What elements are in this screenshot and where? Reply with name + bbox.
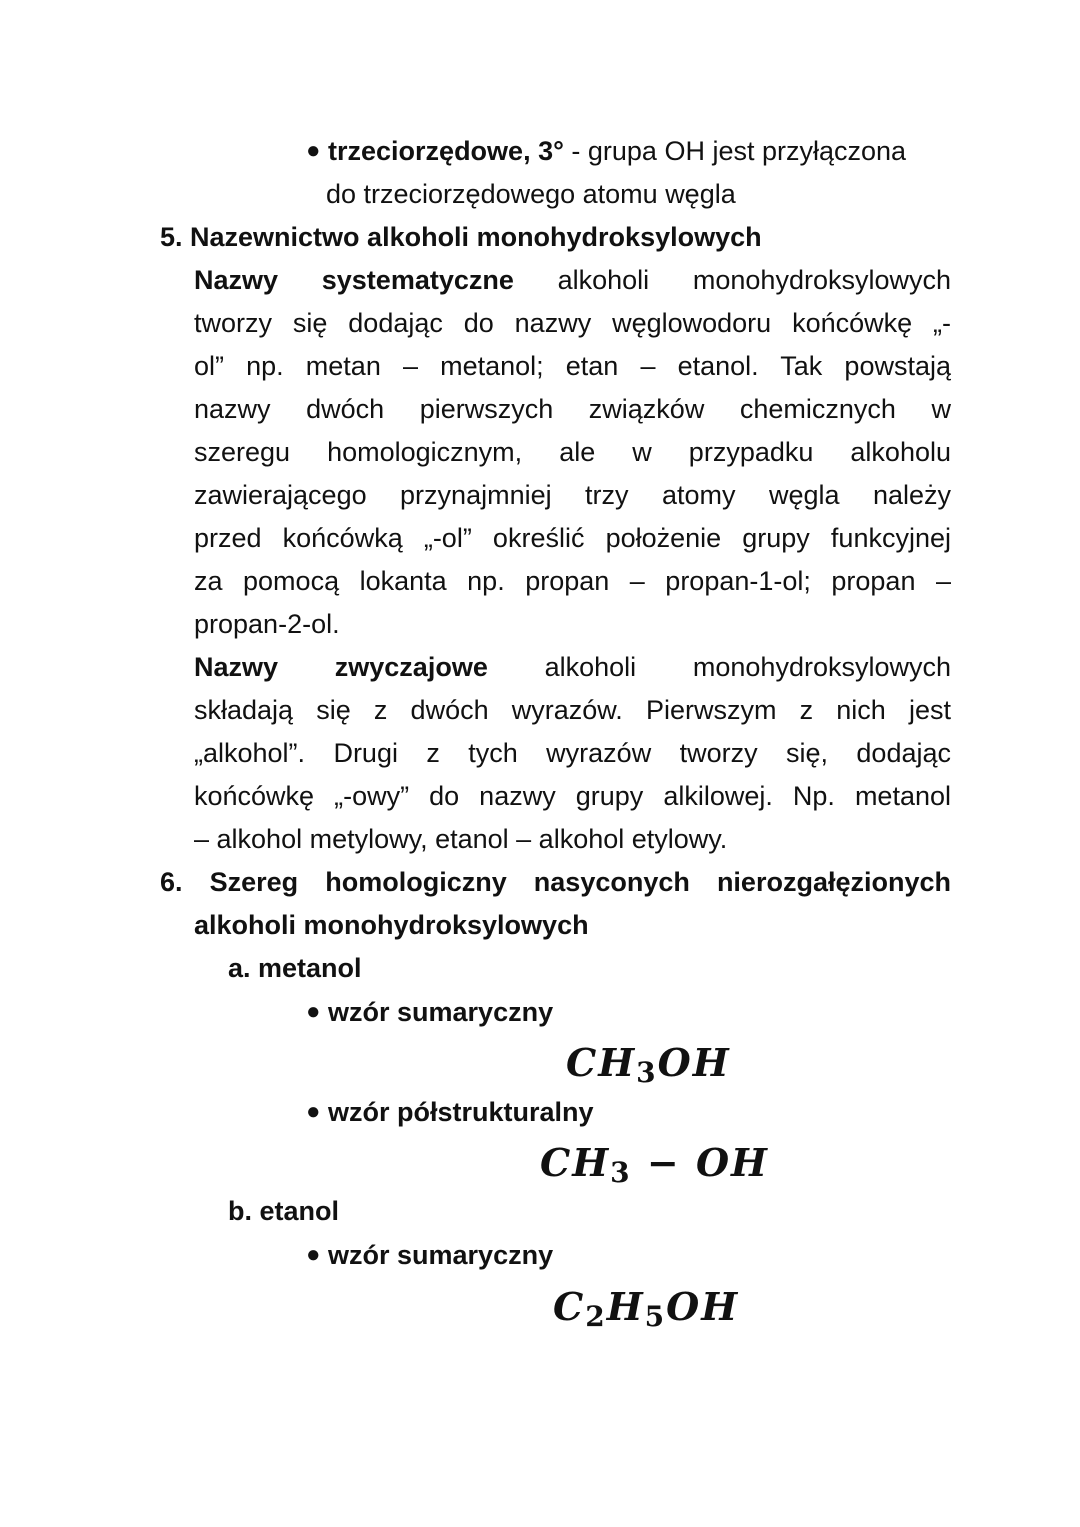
p1-line-3: ol” np. metan – metanol; etan – etanol. Tak powstają	[194, 351, 951, 381]
subsection-b-label: b. etanol	[228, 1196, 340, 1226]
p2-line-4: końcówkę „-owy” do nazwy grupy alkilowej. Np. metanol	[194, 781, 951, 811]
bullet-icon: ●	[306, 137, 321, 164]
bullet-item-summary-formula: ● wzór sumaryczny	[306, 997, 554, 1027]
bullet-bold: trzeciorzędowe, 3°	[328, 136, 564, 166]
p1-line-1: Nazwy systematyczne alkoholi monohydroksylowych	[194, 265, 951, 295]
section-5-heading: 5. Nazewnictwo alkoholi monohydroksylowych	[160, 222, 762, 252]
section-6-heading-line-1: 6. Szereg homologiczny nasyconych nierozgałęzionych	[160, 867, 951, 897]
p2-line-5: – alkohol metylowy, etanol – alkohol etylowy.	[194, 824, 728, 854]
p1-line-4: nazwy dwóch pierwszych związków chemicznych w	[194, 394, 951, 424]
p2-line-2: składają się z dwóch wyrazów. Pierwszym z nich jest	[194, 695, 951, 725]
bullet-text: - grupa OH jest przyłączona	[563, 136, 907, 166]
formula-ethanol-summary: $C_2H_5OH$	[553, 1284, 740, 1333]
formula-methanol-semistructural: $CH_3$ − OH	[540, 1140, 769, 1189]
p1-line-6: zawierającego przynajmniej trzy atomy węgla należy	[194, 480, 951, 510]
section-6-heading-line-2: alkoholi monohydroksylowych	[194, 910, 589, 940]
bullet-icon: ●	[306, 1098, 321, 1125]
subsection-a-label: a. metanol	[228, 953, 362, 983]
p2-line-1: Nazwy zwyczajowe alkoholi monohydroksylowych	[194, 652, 951, 682]
bullet-item-ethanol-summary: ● wzór sumaryczny	[306, 1240, 554, 1270]
formula-methanol-summary: $CH_3OH$	[566, 1040, 731, 1089]
bullet-icon: ●	[306, 998, 321, 1025]
p2-line-3: „alkohol”. Drugi z tych wyrazów tworzy się, dodając	[194, 738, 951, 768]
p1-line-8: za pomocą lokanta np. propan – propan-1-ol; propan –	[194, 566, 951, 596]
bullet-item-semistructural-formula: ● wzór półstrukturalny	[306, 1097, 594, 1127]
p1-line-7: przed końcówką „-ol” określić położenie grupy funkcyjnej	[194, 523, 951, 553]
p1-line-5: szeregu homologicznym, ale w przypadku alkoholu	[194, 437, 951, 467]
bullet-icon: ●	[306, 1241, 321, 1268]
p1-line-2: tworzy się dodając do nazwy węglowodoru końcówkę „-	[194, 308, 951, 338]
bullet-continuation: do trzeciorzędowego atomu węgla	[326, 179, 736, 209]
bullet-item-tertiary	[306, 136, 906, 167]
p1-line-9: propan-2-ol.	[194, 609, 340, 639]
